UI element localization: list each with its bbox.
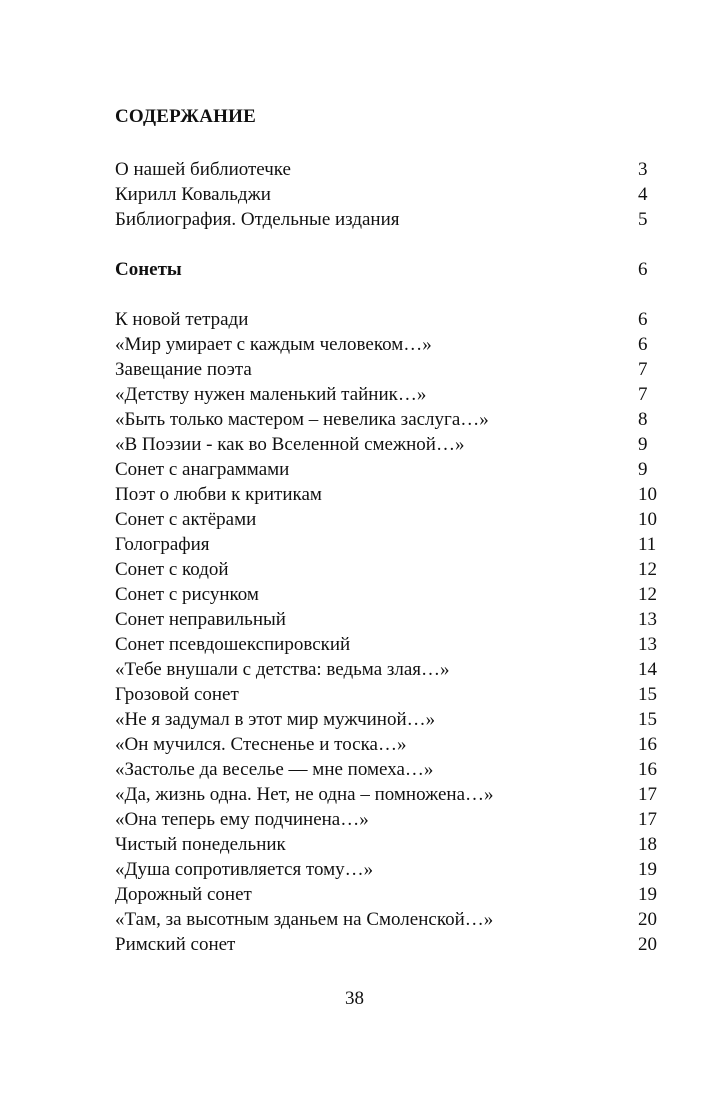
toc-entry-page: 15 — [638, 684, 657, 705]
toc-entry — [115, 482, 661, 507]
toc-entry — [115, 182, 661, 207]
toc-heading: СОДЕРЖАНИЕ — [115, 106, 256, 127]
toc-entry-title: «Душа сопротивляется тому…» — [115, 859, 374, 880]
toc-entry-page: 13 — [638, 634, 657, 655]
toc-entry — [115, 707, 661, 732]
toc-entry-page: 9 — [638, 459, 648, 480]
toc-entry-title: «Детству нужен маленький тайник…» — [115, 384, 427, 405]
toc-entry-title: «Она теперь ему подчинена…» — [115, 809, 369, 830]
toc-entry-page: 11 — [638, 534, 657, 555]
toc-entry-title: «Там, за высотным зданьем на Смоленской…» — [115, 909, 494, 930]
toc-entry-page: 12 — [638, 559, 657, 580]
toc-entry — [115, 307, 661, 332]
toc-entry-page: 7 — [638, 359, 648, 380]
toc-entry — [115, 582, 661, 607]
toc-entry-page: 19 — [638, 859, 657, 880]
toc-entry-title: Сонет с актёрами — [115, 509, 257, 530]
toc-entry — [115, 807, 661, 832]
toc-entry-title: «В Поэзии - как во Вселенной смежной…» — [115, 434, 465, 455]
toc-entry-title: Кирилл Ковальджи — [115, 184, 271, 205]
toc-entry-title: Грозовой сонет — [115, 684, 239, 705]
toc-entry — [115, 357, 661, 382]
toc-entry — [115, 632, 661, 657]
toc-entry-title: «Мир умирает с каждым человеком…» — [115, 334, 432, 355]
toc-entry-page: 18 — [638, 834, 657, 855]
toc-entry-title: «Застолье да веселье — мне помеха…» — [115, 759, 434, 780]
toc-section-page: 6 — [638, 259, 648, 280]
toc-entry-title: «Не я задумал в этот мир мужчиной…» — [115, 709, 436, 730]
toc-entry — [115, 857, 661, 882]
toc-entry — [115, 907, 661, 932]
toc-entry-title: «Тебе внушали с детства: ведьма злая…» — [115, 659, 450, 680]
toc-entry — [115, 532, 661, 557]
toc-entry-page: 15 — [638, 709, 657, 730]
toc-entry-page: 13 — [638, 609, 657, 630]
toc-entry — [115, 407, 661, 432]
toc-entry — [115, 932, 661, 957]
toc-entry-page: 4 — [638, 184, 648, 205]
toc-entry-title: Голография — [115, 534, 210, 555]
toc-entry-title: Чистый понедельник — [115, 834, 286, 855]
toc-entry — [115, 432, 661, 457]
toc-entry-page: 20 — [638, 934, 657, 955]
toc-entry — [115, 207, 661, 232]
toc-entry-title: Сонет с анаграммами — [115, 459, 290, 480]
toc-entry-page: 6 — [638, 309, 648, 330]
toc-entry-title: Сонет с кодой — [115, 559, 229, 580]
toc-entry-page: 12 — [638, 584, 657, 605]
toc-entry — [115, 657, 661, 682]
toc-entry — [115, 607, 661, 632]
toc-entry-page: 20 — [638, 909, 657, 930]
page-number: 38 — [345, 988, 364, 1009]
toc-entry — [115, 157, 661, 182]
toc-entry-title: Поэт о любви к критикам — [115, 484, 322, 505]
toc-entry — [115, 507, 661, 532]
toc-entry — [115, 557, 661, 582]
toc-entry-page: 17 — [638, 784, 657, 805]
toc-entry — [115, 757, 661, 782]
toc-entry-page: 7 — [638, 384, 648, 405]
toc-entry-title: Сонет неправильный — [115, 609, 286, 630]
toc-entry-title: Библиография. Отдельные издания — [115, 209, 400, 230]
toc-entry-title: Сонет псевдошекспировский — [115, 634, 351, 655]
toc-entry-page: 16 — [638, 734, 657, 755]
toc-entry-title: Завещание поэта — [115, 359, 252, 380]
toc-entry-page: 19 — [638, 884, 657, 905]
toc-section-title: Сонеты — [115, 259, 182, 280]
toc-entry-page: 17 — [638, 809, 657, 830]
toc-entry-page: 6 — [638, 334, 648, 355]
toc-entry-page: 10 — [638, 509, 657, 530]
toc-entry-title: Сонет с рисунком — [115, 584, 259, 605]
toc-entry-title: Дорожный сонет — [115, 884, 252, 905]
toc-entry — [115, 732, 661, 757]
toc-entry-title: Римский сонет — [115, 934, 236, 955]
toc-entry-title: К новой тетради — [115, 309, 249, 330]
toc-entry-page: 16 — [638, 759, 657, 780]
toc-entry-page: 10 — [638, 484, 657, 505]
toc-entry-title: «Быть только мастером – невелика заслуга…» — [115, 409, 489, 430]
toc-entry — [115, 882, 661, 907]
toc-entry-page: 8 — [638, 409, 648, 430]
toc-entry-page: 14 — [638, 659, 657, 680]
toc-entry-page: 9 — [638, 434, 648, 455]
toc-entry-page: 5 — [638, 209, 648, 230]
toc-entry — [115, 457, 661, 482]
toc-section — [115, 257, 661, 282]
toc-entry-title: О нашей библиотечке — [115, 159, 291, 180]
toc-entry-title: «Да, жизнь одна. Нет, не одна – помножена…» — [115, 784, 494, 805]
toc-entry — [115, 832, 661, 857]
toc-entry — [115, 382, 661, 407]
toc-entry — [115, 782, 661, 807]
toc-entry-title: «Он мучился. Стесненье и тоска…» — [115, 734, 407, 755]
toc-entry — [115, 332, 661, 357]
toc-entry — [115, 682, 661, 707]
toc-entry-page: 3 — [638, 159, 648, 180]
